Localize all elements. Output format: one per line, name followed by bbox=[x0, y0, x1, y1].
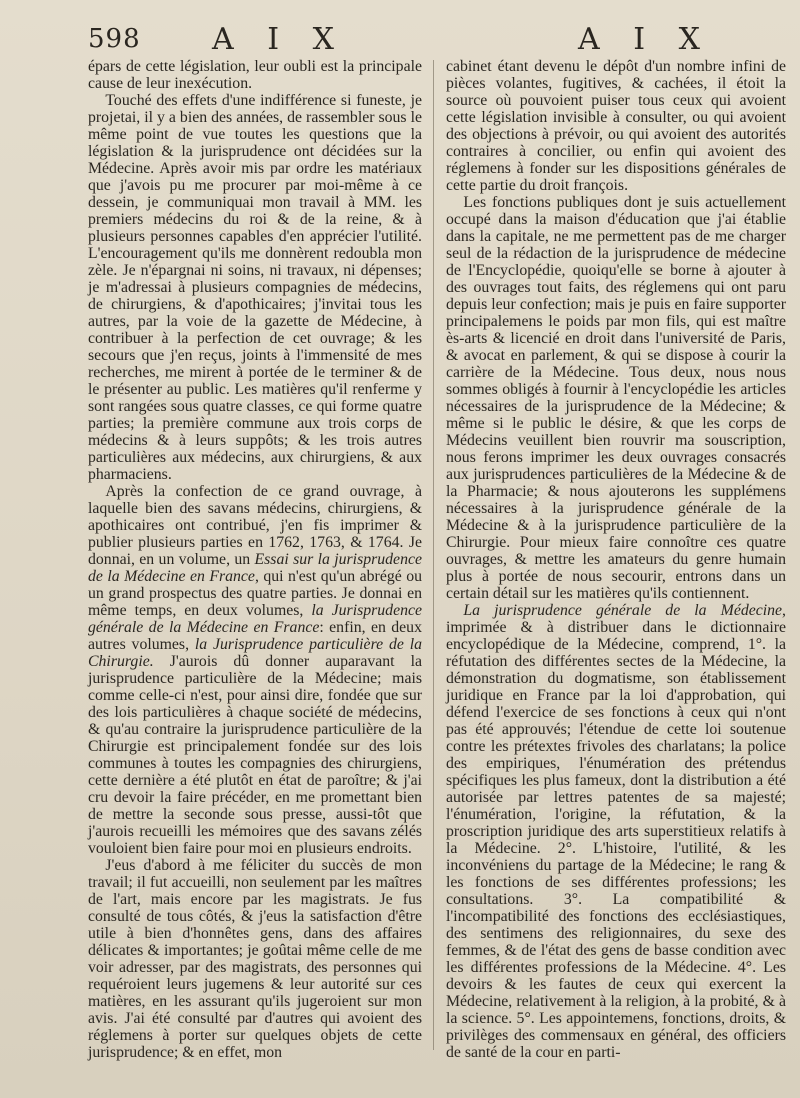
paragraph: épars de cette législation, leur oubli est la principale cause de leur inexécution. bbox=[88, 58, 422, 92]
text-run: Après la confection de ce grand ouvrage, à laquelle bien des savans médecins, chirurgiens, & apothicaires ont contribué, j'en fis imprimer & publier plusieurs parties en 1762, 1763, & 1764. Je donnai, en un volume, un bbox=[88, 483, 422, 568]
left-column bbox=[88, 58, 422, 1061]
book-title: Essai sur la jurisprudence de la Médecine en France bbox=[88, 551, 422, 585]
page-number: 598 bbox=[88, 24, 141, 54]
book-title: la Jurisprudence générale de la Médecine en France bbox=[88, 602, 423, 636]
text-run: J'aurois dû donner auparavant la jurisprudence particulière de la Médecine; mais comme celle-ci n'est, pour ainsi dire, fondée que sur des lois particulières à chaque société de médecins, & qu'au contraire la jurisprudence particulière de la Chirurgie est principalement fondée sur des lois communes à toutes les compagnies des chirurgiens, cette dernière a été plutôt en état de paroître; & j'ai cru devoir la faire précéder, en me promettant bien de mettre la seconde sous presse, aussi-tôt que j'aurois recueilli les mémoires que des savans zélés vouloient bien faire pour moi en plusieurs endroits. bbox=[88, 653, 422, 857]
paragraph: J'eus d'abord à me féliciter du succès de mon travail; il fut accueilli, non seulement par les maîtres de l'art, mais encore par les magistrats. Je fus consulté de tous côtés, & j'eus la satisfaction d'être utile à bien d'honnêtes gens, dans des affaires délicates & importantes; je goûtai même celle de me voir adresser, par des magistrats, des personnes qui requéroient leurs jugemens & leur autorité sur ces matières, en les assurant qu'ils jugeroient sur mon avis. J'ai été consulté par d'autres qui avoient des réglemens à porter sur quelques objets de cette jurisprudence; & en effet, mon bbox=[88, 857, 422, 1061]
text-run: : enfin, en deux autres volumes, bbox=[88, 619, 422, 653]
paragraph: Touché des effets d'une indifférence si funeste, je projetai, il y a bien des années, de rassembler sous le même point de vue toutes les questions que la législation & la jurisprudence ont décidées sur la Médecine. Après avoir mis par ordre les matériaux que j'avois pu me procurer par moi-même à ce dessein, je communiquai mon travail à MM. les premiers médecins du roi & de la reine, & à plusieurs personnes capables d'en apprécier l'utilité. L'encouragement qu'ils me donnèrent redoubla mon zèle. Je n'épargnai ni soins, ni travaux, ni dépenses; je m'adressai à plusieurs compagnies de médecins, de chirurgiens, & d'apothicaires; j'invitai tous les autres, par la voie de la gazette de Médecine, à contribuer à la perfection de cet ouvrage; & les secours que j'en reçus, joints à l'immensité de mes recherches, me mirent à portée de le terminer & de le présenter au public. Les matières qu'il renferme y sont rangées sous quatre classes, ce qui forme quatre parties; la première commune aux trois corps de médecins & à leurs suppôts; & les trois autres particulières aux médecins, aux chirurgiens, & aux pharmaciens. bbox=[88, 92, 422, 483]
paragraph bbox=[88, 483, 422, 857]
paragraph: cabinet étant devenu le dépôt d'un nombre infini de pièces volantes, fugitives, & cachées, il étoit la source où pouvoient puiser tous ceux qui avoient cette législation invisible à consulter, ou qui avoient des objections à prévoir, ou qui avoient des autorités contraires à concilier, ou enfin qui avoient des réglemens à fonder sur les dispositions générales de cette partie du droit françois. bbox=[446, 58, 786, 194]
text-run: , qui n'est qu'un abrégé ou un grand prospectus des quatre parties. Je donnai en même temps, en deux volumes, bbox=[88, 568, 422, 619]
text-run: , imprimée & à distribuer dans le dictionnaire encyclopédique de la Médecine, comprend, 1°. la réfutation des différentes sectes de la Médecine, la démonstration du dogmatisme, son établissement juridique en France par la loi d'approbation, qui défend l'exercice de ses fonctions à ceux qui n'ont pas été approuvés; l'étendue de cette loi soutenue contre les prétextes frivoles des charlatans; la police des empiriques, l'énumération des prétendus spécifiques les plus fameux, dont la distribution a été autorisée par lettres patentes de sa majesté; l'énumération, l'origine, la réfutation, & la proscription juridique des arts superstitieux relatifs à la Médecine. 2°. L'histoire, l'utilité, & les inconvéniens du partage de la Médecine; le rang & les fonctions de ses différentes professions; les consultations. 3°. La compatibilité & l'incompatibilité des fonctions des ecclésiastiques, des sentimens des religionnaires, du sexe des femmes, & de l'état des gens de basse condition avec les différentes professions de la Médecine. 4°. Les devoirs & les fautes de ceux qui exercent la Médecine, relativement à la religion, à la probité, & à la science. 5°. Les appointemens, fonctions, droits, & privilèges des commensaux en général, des officiers de santé de la cour en parti- bbox=[446, 602, 786, 1061]
paragraph: Les fonctions publiques dont je suis actuellement occupé dans la maison d'éducation que j'ai établie dans la capitale, ne me permettent pas de me charger seul de la rédaction de la jurisprudence de médecine de l'Encyclopédie, quoiqu'elle se borne à ajouter à des ouvrages tout faits, des réglemens qui ont paru depuis leur confection; mais je puis en faire supporter principalemens le poids par mon fils, qui est maître ès-arts & licencié en droit dans l'université de Paris, & avocat en parlement, & qui se dispose à courir la carrière de la Médecine. Tous deux, nous nous sommes obligés à fournir à l'encyclopédie les articles nécessaires de la jurisprudence de la Médecine; & même si le public le désire, & que les corps de Médecins veuillent bien rouvrir ma souscription, nous ferons imprimer les deux ouvrages consacrés aux jurisprudences particulières de la Médecine & de la Pharmacie; & nous ajouterons les supplémens nécessaires à la jurisprudence générale de la Médecine & à la jurisprudence particulière de la Chirurgie. Pour mieux faire connoître ces quatre ouvrages, & mettre les amateurs du genre humain plus à portée de nous secourir, entrons dans un certain détail sur les matières qu'ils contiennent. bbox=[446, 194, 786, 602]
right-column bbox=[446, 58, 786, 1061]
book-title: La jurisprudence générale de la Médecine bbox=[463, 602, 783, 619]
column-rule bbox=[433, 60, 434, 1050]
book-title: la Jurisprudence particulière de la Chirurgie. bbox=[88, 636, 422, 670]
running-head-left: A I X bbox=[212, 22, 346, 57]
page-header bbox=[0, 22, 800, 62]
paragraph bbox=[446, 602, 786, 1061]
running-head-right: A I X bbox=[578, 22, 712, 57]
